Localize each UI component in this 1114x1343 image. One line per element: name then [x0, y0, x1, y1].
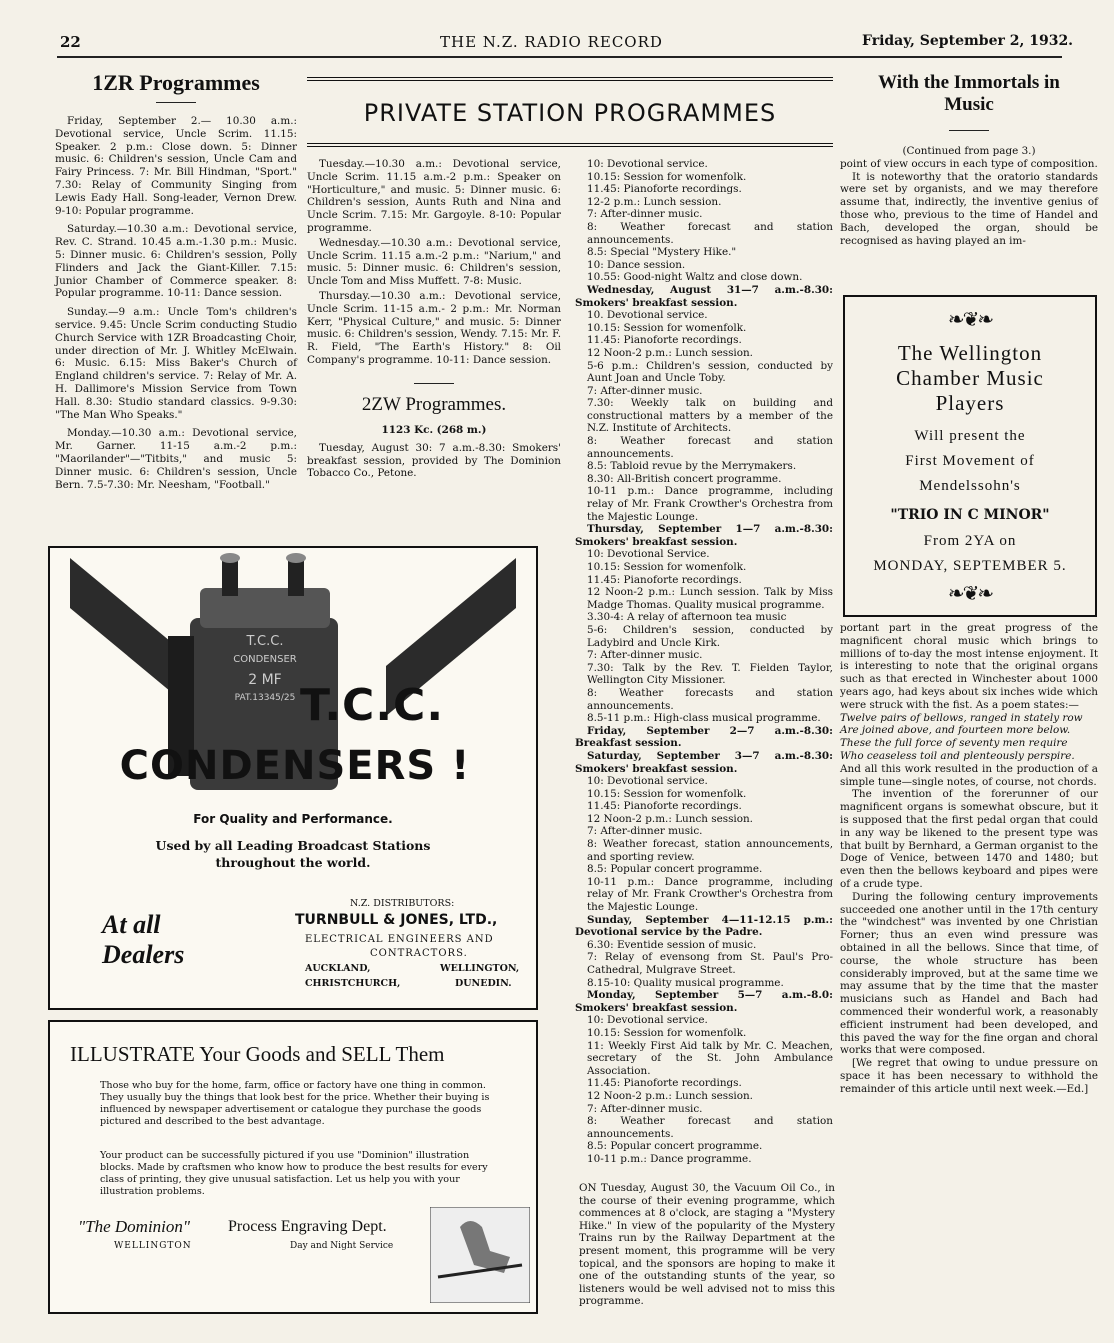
programme-line: 8: Weather forecast and station announcements. — [587, 1115, 833, 1140]
wellington-line2: Chamber Music — [896, 366, 1044, 390]
programme-line: Friday, September 2—7 a.m.-8.30: Breakfast session. — [575, 724, 833, 750]
programme-line: 6.30: Eventide session of music. — [587, 938, 757, 951]
programme-line: 12 Noon-2 p.m.: Lunch session. — [587, 812, 753, 825]
programme-line: 10-11 p.m.: Dance programme. — [587, 1152, 752, 1165]
zw-tuesday: Tuesday, August 30: 7 a.m.-8.30: Smokers' breakfast session, provided by The Dominion Tobacco Co., Petone. — [307, 441, 561, 480]
wellington-line9: MONDAY, SEPTEMBER 5. — [873, 558, 1067, 574]
private-thursday: Thursday.—10.30 a.m.: Devotional service, Uncle Scrim. 11-15 a.m.- 2 p.m.: Mr. Norman Kerr, "Physical Culture," and music. 5: Dinner music. 6: Children's session, Wendy. 7.15: Mr. F. R. Field, "The Earth's History." 8: Oil Company's programme. 10-11: Dance session. — [307, 289, 561, 366]
programme-line: 10.15: Session for womenfolk. — [587, 170, 747, 183]
wellington-line8: From 2YA on — [923, 533, 1017, 549]
zw-frequency: 1123 Kc. (268 m.) — [381, 423, 487, 436]
programme-line: 10: Devotional service. — [587, 775, 708, 788]
wellington-line1: The Wellington — [897, 341, 1043, 365]
programme-line: Sunday, September 4—11-12.15 p.m.: Devotional service by the Padre. — [575, 913, 833, 939]
programme-line: 3.30-4: A relay of afternoon tea music — [587, 611, 787, 624]
illustrate-headline: ILLUSTRATE Your Goods and SELL Them — [70, 1042, 445, 1066]
programme-line: 5-6: Children's session, conducted by Ladybird and Uncle Kirk. — [587, 623, 833, 649]
used-line-1: Used by all Leading Broadcast Stations — [155, 838, 431, 853]
programme-line: 8.5: Tabloid revue by the Merrymakers. — [587, 460, 797, 473]
programme-line: 10: Devotional Service. — [587, 548, 710, 561]
vacuum-oil-text: ON Tuesday, August 30, the Vacuum Oil Co., in the course of their evening programme, which commences at 8 o'clock, are staging a "Mystery Hike." In view of the popularity of the Mystery Trains run by the Railway Department at the present moment, this programme will be very topical, and the sponsors are hoping to make it one of the outstanding stunts of the year, so listeners would be well advised not to miss this programme. — [579, 1182, 835, 1308]
capacitor-label-4: PAT.13345/25 — [234, 693, 296, 703]
condensers-headline: CONDENSERS ! — [119, 743, 471, 789]
private-title: PRIVATE STATION PROGRAMMES — [363, 99, 777, 127]
quality-line: For Quality and Performance. — [193, 812, 393, 826]
illustrate-p2: Your product can be successfully pictured if you use "Dominion" illustration blocks. Made by craftsmen who know how to produce the best results for every class of printing, they give unusual satisfaction. Let us help you with your illustration problems. — [100, 1150, 488, 1197]
programme-line: 8.5: Popular concert programme. — [587, 1140, 763, 1153]
engraver-illustration — [430, 1207, 530, 1303]
immortals-p2: It is noteworthy that the oratorio standards were set by organists, and we may therefore assume that, indirectly, the inventive genius of those who, previous to the time of Handel and Bach, developed the organ, should be recognised as having played an im- — [840, 170, 1098, 247]
wellington-line4: Will present the — [914, 428, 1026, 444]
programme-line: 10.15: Session for womenfolk. — [587, 1026, 747, 1039]
terminal-left-cap — [220, 553, 240, 563]
city-dunedin: DUNEDIN. — [455, 978, 512, 989]
capacitor-label-2: CONDENSER — [233, 654, 297, 665]
programme-line: 10: Devotional service. — [587, 1014, 708, 1027]
private-col1 — [307, 158, 561, 480]
programme-line: 11.45: Pianoforte recordings. — [587, 183, 742, 196]
tcc-ad — [48, 546, 538, 1010]
izr-title-rule — [156, 102, 196, 103]
at-all: At all — [102, 910, 161, 939]
programme-line: 12 Noon-2 p.m.: Lunch session. — [587, 1089, 753, 1102]
continued-note: (Continued from page 3.) — [902, 145, 1036, 157]
engineers-line: ELECTRICAL ENGINEERS AND — [305, 934, 494, 945]
programme-line: Monday, September 5—7 a.m.-8.0: Smokers' breakfast session. — [575, 989, 833, 1014]
programme-line: 7: After-dinner music. — [587, 825, 703, 838]
poem-line-4: Who ceaseless toil and plenteously perspire. — [840, 749, 1075, 762]
city-christchurch: CHRISTCHURCH, — [305, 978, 401, 989]
programme-line: 11: Weekly First Aid talk by Mr. C. Meachen, secretary of the St. John Ambulance Association. — [587, 1039, 833, 1077]
programme-line: 8: Weather forecast, station announcements, and sporting review. — [587, 838, 833, 863]
header-rule — [57, 56, 1062, 58]
programme-line: 8: Weather forecasts and station announcements. — [587, 686, 833, 712]
programme-line: 8.5: Special "Mystery Hike." — [587, 246, 737, 259]
poem — [840, 712, 1098, 763]
private-title-box — [307, 77, 833, 147]
capacitor-label-1: T.C.C. — [246, 634, 284, 649]
contractors-line: CONTRACTORS. — [370, 948, 468, 959]
programme-line: 7: After-dinner music. — [587, 649, 703, 662]
wellington-line5: First Movement of — [905, 453, 1035, 469]
dominion-signature: "The Dominion" — [78, 1217, 191, 1236]
illustrate-ad — [48, 1020, 538, 1314]
programme-line: 10. Devotional service. — [587, 309, 708, 322]
page-number: 22 — [60, 33, 81, 51]
illustrate-p1: Those who buy for the home, farm, office or factory have one thing in common. They usually buy the things that look best for the price. Whether their buying is influenced by newspaper advertisement or catalogue they purchase the goods pictured and described to the best advantage. — [100, 1080, 490, 1127]
distributors: N.Z. DISTRIBUTORS: — [350, 898, 455, 909]
dealers: Dealers — [102, 940, 185, 969]
private-wednesday: Wednesday.—10.30 a.m.: Devotional service, Uncle Scrim. 11.15 a.m.-2 p.m.: "Narium," and music. 5: Dinner music. 6: Children's session, Uncle Tom and Miss Muffett. 7-8: Music. — [307, 236, 561, 288]
ornament-top: ❧❦❧ — [947, 307, 993, 331]
immortals-p5: The invention of the forerunner of our magnificent organs is somewhat obscure, but it is supposed that the first pedal organ that could in any way be likened to the present type was that built by Bernhard, a German organist to the Doge of Venice, between 1470 and 1480; but even then the bellows keyboard and pipes were of a crude type. — [840, 788, 1098, 890]
wellington-line7: "TRIO IN C MINOR" — [890, 507, 1050, 523]
capacitor-top — [200, 588, 330, 628]
programme-line: 8.30: All-British concert programme. — [587, 472, 782, 485]
vacuum-oil-note — [579, 1182, 835, 1308]
programme-line: 7.30: Weekly talk on building and constructional matters by a member of the N.Z. Institute of Architects. — [587, 397, 833, 435]
izr-section — [55, 70, 297, 491]
izr-title: 1ZR Programmes — [92, 70, 260, 95]
issue-date: Friday, September 2, 1932. — [862, 33, 1074, 49]
programme-line: 10.15: Session for womenfolk. — [587, 561, 747, 573]
programme-line: 12 Noon-2 p.m.: Lunch session. — [587, 346, 753, 359]
programme-line: 8.5-11 p.m.: High-class musical programme. — [587, 712, 821, 725]
programme-line: 10.55: Good-night Waltz and close down. — [587, 271, 803, 284]
programme-line: 11.45: Pianoforte recordings. — [587, 334, 742, 347]
programme-line: 10-11 p.m.: Dance programme, including relay of Mr. Frank Crowther's Orchestra from the Majestic Lounge. — [587, 875, 833, 914]
illustrate-location: WELLINGTON — [114, 1241, 192, 1251]
poem-line-2: Are joined above, and fourteen more below. — [840, 724, 1071, 737]
programme-line: 7: After-dinner music. — [587, 208, 703, 221]
poem-line-3: These the full force of seventy men require — [840, 737, 1068, 750]
izr-friday: Friday, September 2.— 10.30 a.m.: Devotional service, Uncle Scrim. 11.15: Speaker. 2 p.m.: Close down. 5: Dinner music. 6: Children's session, Uncle Cam and Fairy Princess. 7: Mr. Bill Hindman, "Sport." 7.30: Relay of Community Singing from Lewis Eady Hall. Song-leader, Vernon Drew. 9-10: Popular programme. — [55, 115, 297, 217]
programme-line: 8: Weather forecast and station announcements. — [587, 220, 833, 246]
turnbull-jones: TURNBULL & JONES, LTD., — [295, 912, 498, 928]
programme-line: 5-6 p.m.: Children's session, conducted by Aunt Joan and Uncle Toby. — [587, 359, 833, 385]
programme-line: 7.30: Talk by the Rev. T. Fielden Taylor, Wellington City Missioner. — [587, 661, 833, 687]
programme-line: 7: After-dinner music. — [587, 1102, 703, 1115]
zw-col3 — [575, 158, 833, 1166]
illustrate-service: Day and Night Service — [290, 1241, 394, 1251]
programme-line: 10: Dance session. — [587, 258, 686, 271]
ornament-bottom: ❧❦❧ — [947, 581, 993, 605]
immortals-p1: point of view occurs in each type of composition. — [840, 157, 1098, 170]
immortals-title-2: Music — [944, 94, 994, 115]
tcc-brand: T.C.C. — [300, 680, 445, 731]
programme-line: 8: Weather forecast and station announcements. — [587, 435, 833, 460]
wellington-line6: Mendelssohn's — [919, 478, 1021, 494]
programme-line: 7: After-dinner music. — [587, 384, 703, 397]
programme-line: 11.45: Pianoforte recordings. — [587, 1077, 742, 1090]
zw-rule — [414, 383, 454, 384]
wellington-line3: Players — [935, 391, 1005, 415]
programme-line: 12-2 p.m.: Lunch session. — [587, 195, 722, 208]
programme-line: 8.15-10: Quality musical programme. — [587, 976, 784, 989]
capacitor-label-3: 2 MF — [248, 672, 282, 688]
immortals-rule — [949, 130, 989, 131]
programme-line: 8.5: Popular concert programme. — [587, 863, 763, 876]
used-line-2: throughout the world. — [215, 855, 371, 870]
immortals-p7: [We regret that owing to undue pressure on space it has been necessary to withhold the remainder of this article until next week.—Ed.] — [840, 1057, 1098, 1095]
programme-line: Wednesday, August 31—7 a.m.-8.30: Smokers' breakfast session. — [575, 283, 833, 309]
poem-line-1: Twelve pairs of bellows, ranged in stately row — [840, 711, 1083, 724]
private-tuesday: Tuesday.—10.30 a.m.: Devotional service, Uncle Scrim. 11.15 a.m.-2 p.m.: Speaker on "Horticulture," and music. 5: Dinner music. 6: Children's session, Aunts Ruth and Nina and Uncle Scrim. 7.15: Mr. Gargoyle. 8-10: Popular programme. — [307, 158, 561, 234]
programme-line: Saturday, September 3—7 a.m.-8.30: Smokers' breakfast session. — [575, 749, 833, 775]
city-wellington: WELLINGTON, — [440, 963, 520, 974]
programme-line: 10.15: Session for womenfolk. — [587, 321, 747, 334]
immortals-p6: During the following century improvements succeeded one another until in the 17th century the "windchest" was invented by one Christian Forner; thus an even wind pressure was obtained in all the bellows. Since that time, of course, the whole structure has been considerably improved, but at the same time we may assume that by the time that the master musicians such as Handel and Bach had commenced their wonderful work, a reasonably efficient instrument had been developed, and this paved the way for the fine organ and choral works that were composed. — [840, 890, 1098, 1057]
immortals-section — [840, 72, 1098, 247]
izr-sunday: Sunday.—9 a.m.: Uncle Tom's children's service. 9.45: Uncle Scrim conducting Studio Church Service with 1ZR Broadcasting Choir, under direction of Mr. J. Whitley McElwain. 6: Music. 6.15: Miss Baker's Church of England children's service. 7: Relay of Mr. A. H. Dallimore's Mission Service from Town Hall. 8.30: Studio standard classics. 9-9.30: "The Man Who Speaks." — [55, 306, 297, 421]
programme-line: 12 Noon-2 p.m.: Lunch session. Talk by Miss Madge Thomas. Quality musical programme. — [587, 586, 833, 611]
immortals-p3: portant part in the great progress of the magnificent choral music which brings to millions of to-day the most intense enjoyment. It is interesting to note that the original organs such as that erected in Winchester about 1000 years ago, had keys about six inches wide which were struck with the fist. As a poem states:— — [840, 622, 1098, 711]
programme-line: Thursday, September 1—7 a.m.-8.30: Smokers' breakfast session. — [575, 523, 833, 548]
izr-saturday: Saturday.—10.30 a.m.: Devotional service, Rev. C. Strand. 10.45 a.m.-1.30 p.m.: Music. 5: Dinner music. 6: Children's session, Polly Flinders and Jack the Giant-Killer. 7.15: Junior Chamber of Commerce speaker. 8: Popular programme. 10-11: Dance session. — [55, 223, 297, 300]
immortals-title-1: With the Immortals in — [878, 72, 1060, 93]
wellington-ad — [843, 295, 1097, 617]
programme-line: 11.45: Pianoforte recordings. — [587, 573, 742, 586]
programme-line: 10.15: Session for womenfolk. — [587, 787, 747, 800]
programme-line: 10: Devotional service. — [587, 158, 708, 170]
city-auckland: AUCKLAND, — [305, 963, 371, 974]
engraving-dept: Process Engraving Dept. — [228, 1218, 387, 1235]
programme-line: 11.45: Pianoforte recordings. — [587, 800, 742, 813]
izr-monday: Monday.—10.30 a.m.: Devotional service, Mr. Garner. 11-15 a.m.-2 p.m.: "Maorilander"—"Titbits," and music 5: Dinner music. 6: Children's session, Uncle Bern. 7.5-7.30: Mr. Neesham, "Football." — [55, 427, 297, 491]
masthead: THE N.Z. RADIO RECORD — [440, 33, 663, 51]
programme-line: 10-11 p.m.: Dance programme, including relay of Mr. Frank Crowther's Orchestra from the Majestic Lounge. — [587, 485, 833, 523]
terminal-right-cap — [286, 553, 306, 563]
immortals-p4: And all this work resulted in the production of a simple tune—single notes, of course, not chords. — [840, 762, 1098, 788]
immortals-continued — [840, 622, 1098, 1095]
programme-line: 7: Relay of evensong from St. Paul's Pro-Cathedral, Mulgrave Street. — [587, 951, 833, 976]
zw-title: 2ZW Programmes. — [361, 393, 507, 415]
